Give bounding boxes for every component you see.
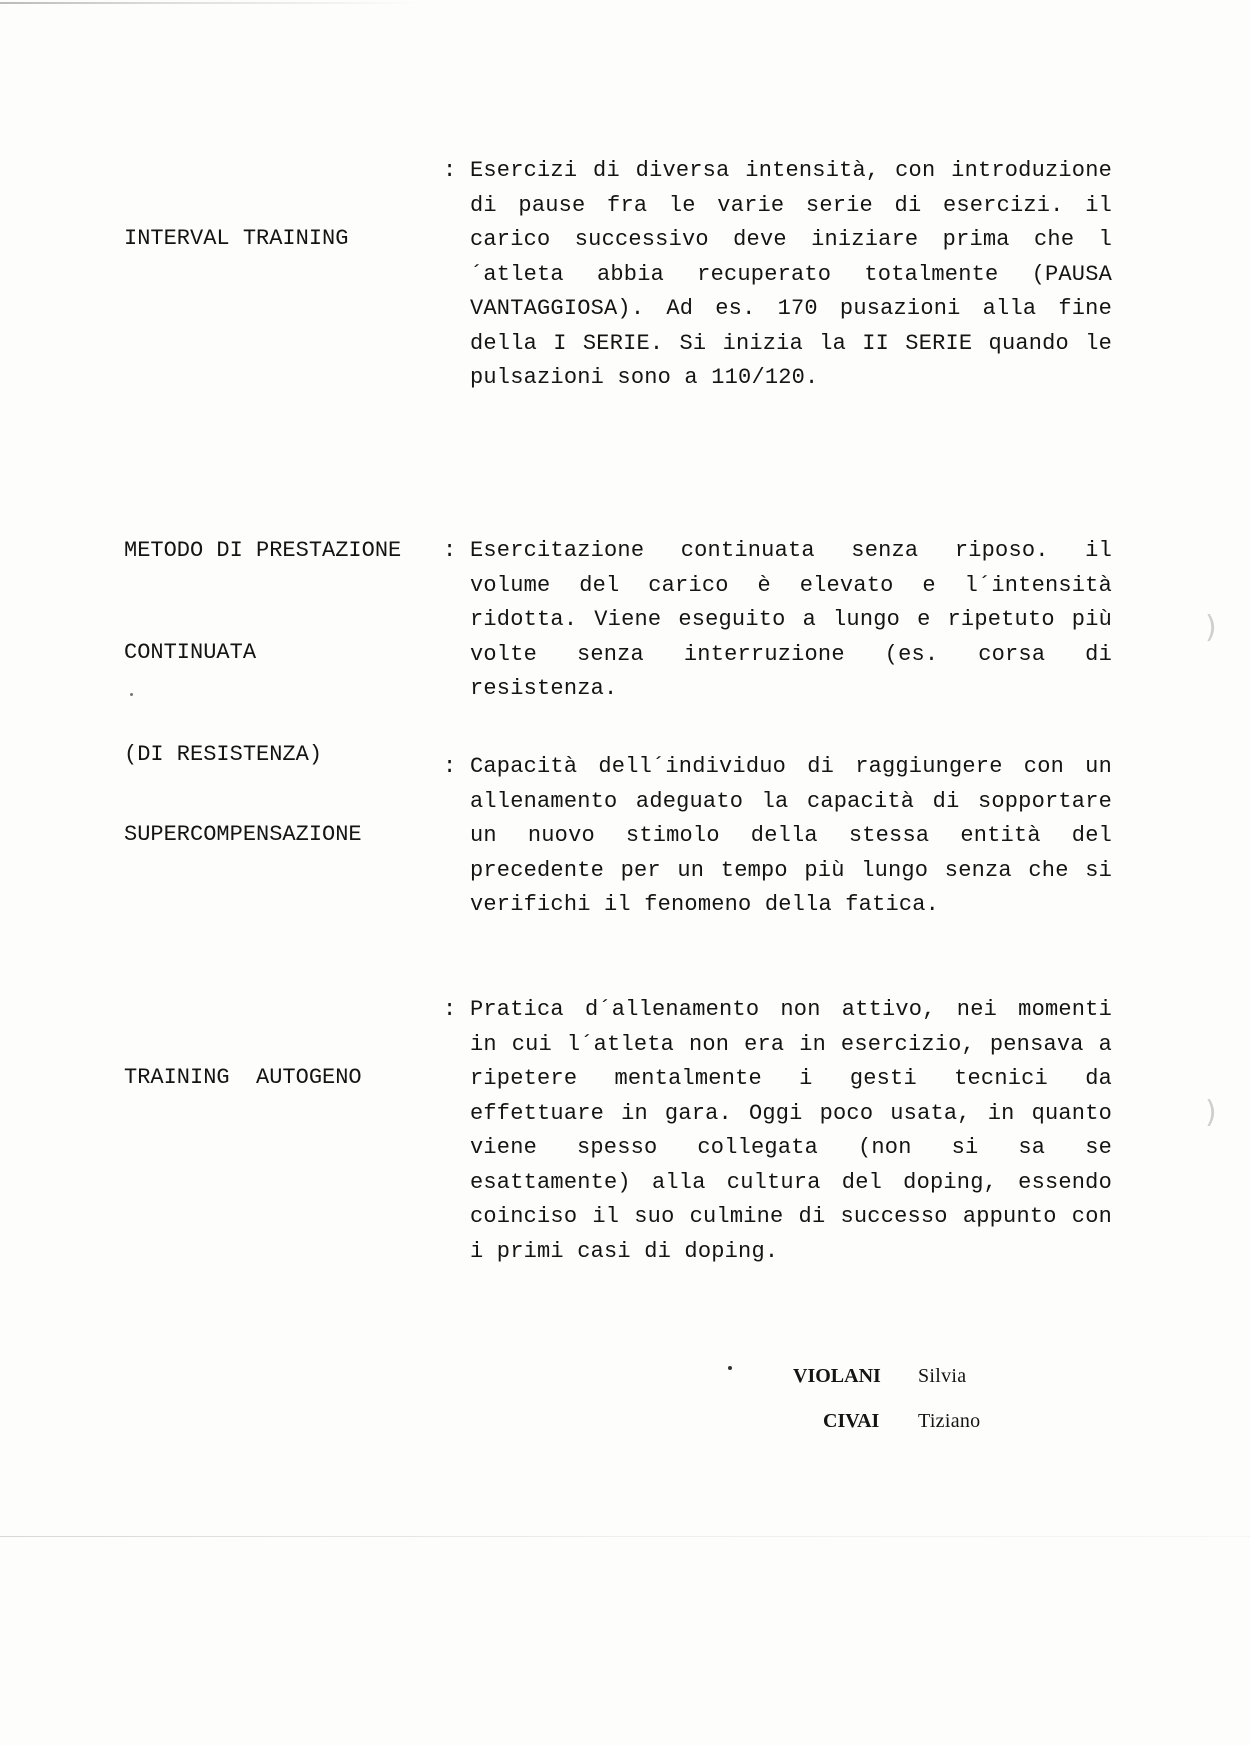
scan-artifact-bottom — [0, 1536, 1250, 1537]
term-line: METODO DI PRESTAZIONE — [124, 538, 402, 563]
signature-surname: CIVAI — [823, 1410, 880, 1432]
bleed-bracket-1: ) — [1205, 610, 1217, 645]
entry-definition: Capacità dell´individuo di raggiungere con un allenamento adeguato la capacità di sopportare un nuovo stimolo della stessa entità del precedente per un tempo più lungo senza che si verifichi il fenomeno della fatica. — [470, 754, 1112, 917]
bleed-bracket-2: ) — [1205, 1095, 1217, 1130]
term-line: CONTINUATA — [124, 640, 257, 665]
term-separator: : — [443, 997, 457, 1022]
term-line: SUPERCOMPENSAZIONE — [124, 822, 362, 847]
signature-name: Tiziano — [918, 1410, 981, 1432]
speck — [728, 1366, 732, 1370]
entry-definition: Esercitazione continuata senza riposo. il volume del carico è elevato e l´intensità ridotta. Viene eseguito a lungo e ripetuto più volte senza interruzione (es. corsa di resistenza. — [470, 538, 1112, 701]
entry-term — [124, 750, 457, 920]
term-line: TRAINING AUTOGENO — [124, 1065, 362, 1090]
entry-term — [124, 993, 457, 1163]
scan-artifact-top — [0, 2, 420, 4]
entry-definition: Pratica d´allenamento non attivo, nei momenti in cui l´atleta non era in esercizio, pensava a ripetere mentalmente i gesti tecnici da effettuare in gara. Oggi poco usata, in quanto viene spesso collegata (non si sa se esattamente) alla cultura del doping, essendo coinciso il suo culmine di successo appunto con i primi casi di doping. — [470, 997, 1112, 1264]
term-separator: : — [443, 158, 457, 183]
signature-surname: VIOLANI — [793, 1365, 881, 1387]
signature-name: Silvia — [918, 1365, 967, 1387]
entry-definition: Esercizi di diversa intensità, con introduzione di pause fra le varie serie di esercizi. il carico successivo deve iniziare prima che l´atleta abbia recuperato totalmente (PAUSA VANTAGGIOSA). Ad es. 170 pusazioni alla fine della I SERIE. Si inizia la II SERIE quando le pulsazioni sono a 110/120. — [470, 158, 1112, 390]
term-separator: : — [443, 754, 457, 779]
term-line: INTERVAL TRAINING — [124, 226, 349, 251]
term-line: (DI RESISTENZA) — [124, 742, 323, 767]
term-separator: : — [443, 538, 457, 563]
entry-term — [124, 154, 457, 324]
